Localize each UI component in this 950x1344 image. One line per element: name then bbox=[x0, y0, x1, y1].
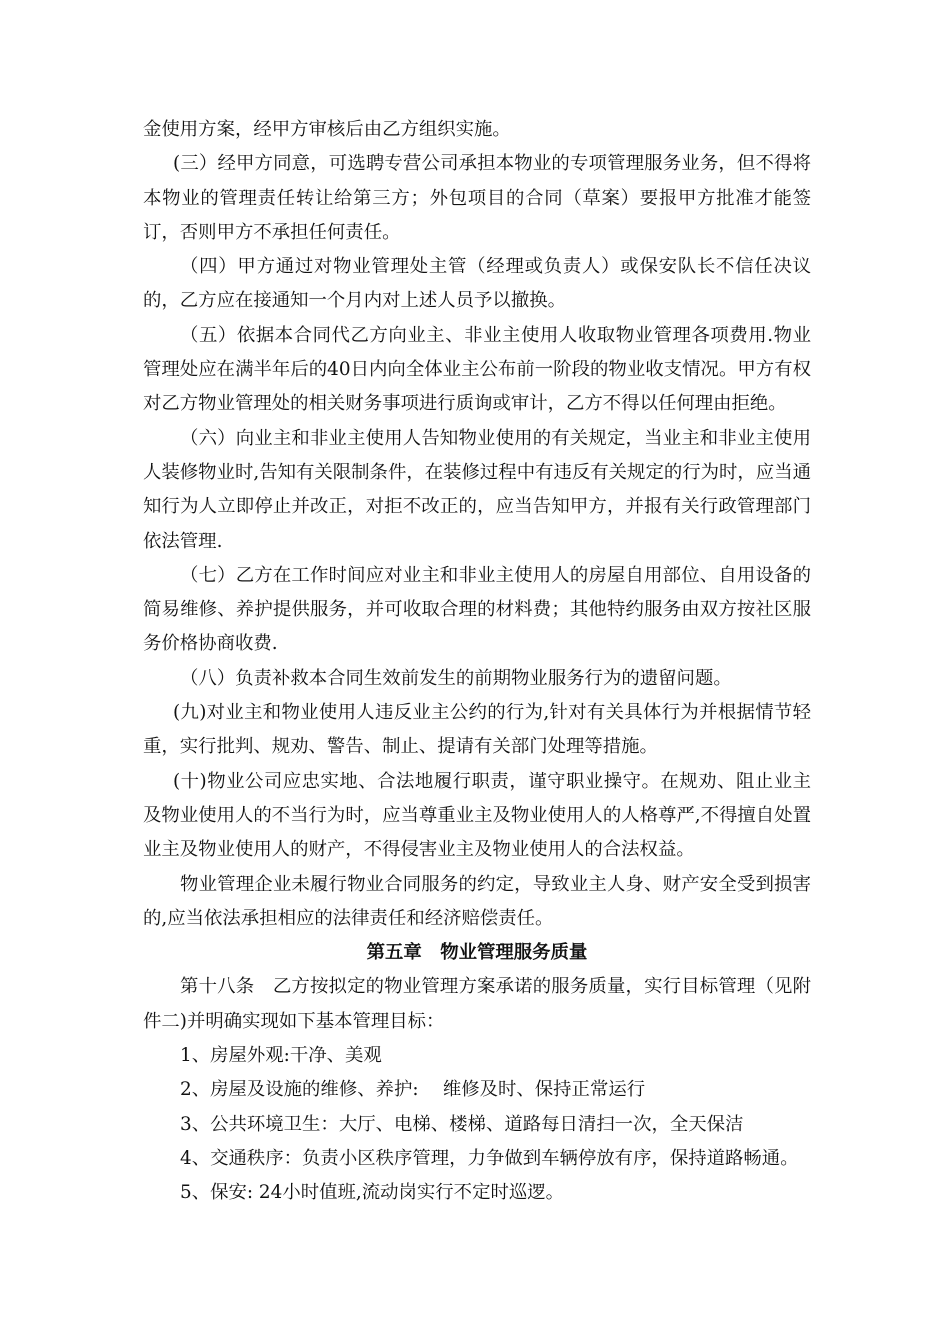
target-item: 2、房屋及设施的维修、养护: 维修及时、保持正常运行 bbox=[180, 1079, 646, 1101]
paragraph-clause-10: (十)物业公司应忠实地、合法地履行职责，谨守职业操守。在规劝、阻止业主及物业使用人的不当行为时，应当尊重业主及物业使用人的人格尊严,不得擅自处置业主及物业使用人的财产，不得侵害业主及物业使用人的合法权益。 bbox=[143, 770, 811, 861]
paragraph-continuation: 金使用方案，经甲方审核后由乙方组织实施。 bbox=[143, 119, 511, 140]
chapter-title: 第五章 物业管理服务质量 bbox=[366, 942, 588, 964]
management-targets bbox=[143, 1039, 811, 1210]
document-body bbox=[143, 113, 811, 1211]
paragraph-clause-9: (九)对业主和物业使用人违反业主公约的行为,针对有关具体行为并根据情节轻重，实行批判、规劝、警告、制止、提请有关部门处理等措施。 bbox=[143, 702, 811, 758]
target-item: 5、保安: 24小时值班,流动岗实行不定时巡逻。 bbox=[180, 1182, 565, 1204]
paragraph-clause-3: (三）经甲方同意，可选聘专营公司承担本物业的专项管理服务业务，但不得将本物业的管理责任转让给第三方；外包项目的合同（草案）要报甲方批准才能签订，否则甲方不承担任何责任。 bbox=[143, 153, 811, 243]
paragraph-clause-4: （四）甲方通过对物业管理处主管（经理或负责人）或保安队长不信任决议的，乙方应在接通知一个月内对上述人员予以撤换。 bbox=[143, 256, 811, 312]
target-item: 1、房屋外观:干净、美观 bbox=[180, 1045, 382, 1067]
paragraph-clause-6: （六）向业主和非业主使用人告知物业使用的有关规定，当业主和非业主使用人装修物业时,告知有关限制条件，在装修过程中有违反有关规定的行为时，应当通知行为人立即停止并改正，对拒不改正的，应当告知甲方，并报有关行政管理部门依法管理. bbox=[143, 427, 811, 552]
article-18: 第十八条 乙方按拟定的物业管理方案承诺的服务质量，实行目标管理（见附件二)并明确实现如下基本管理目标： bbox=[143, 976, 811, 1032]
paragraph-liability: 物业管理企业未履行物业合同服务的约定，导致业主人身、财产安全受到损害的,应当依法承担相应的法律责任和经济赔偿责任。 bbox=[143, 873, 811, 929]
paragraph-clause-5: （五）依据本合同代乙方向业主、非业主使用人收取物业管理各项费用.物业管理处应在满半年后的40日内向全体业主公布前一阶段的物业收支情况。甲方有权对乙方物业管理处的相关财务事项进行质询或审计，乙方不得以任何理由拒绝。 bbox=[143, 324, 811, 415]
paragraph-clause-7: （七）乙方在工作时间应对业主和非业主使用人的房屋自用部位、自用设备的简易维修、养护提供服务，并可收取合理的材料费；其他特约服务由双方按社区服务价格协商收费. bbox=[143, 564, 811, 655]
target-item: 3、公共环境卫生：大厅、电梯、楼梯、道路每日清扫一次，全天保洁 bbox=[180, 1113, 744, 1135]
target-item: 4、交通秩序：负责小区秩序管理，力争做到车辆停放有序，保持道路畅通。 bbox=[180, 1147, 799, 1169]
paragraph-clause-8: （八）负责补救本合同生效前发生的前期物业服务行为的遗留问题。 bbox=[180, 667, 732, 689]
